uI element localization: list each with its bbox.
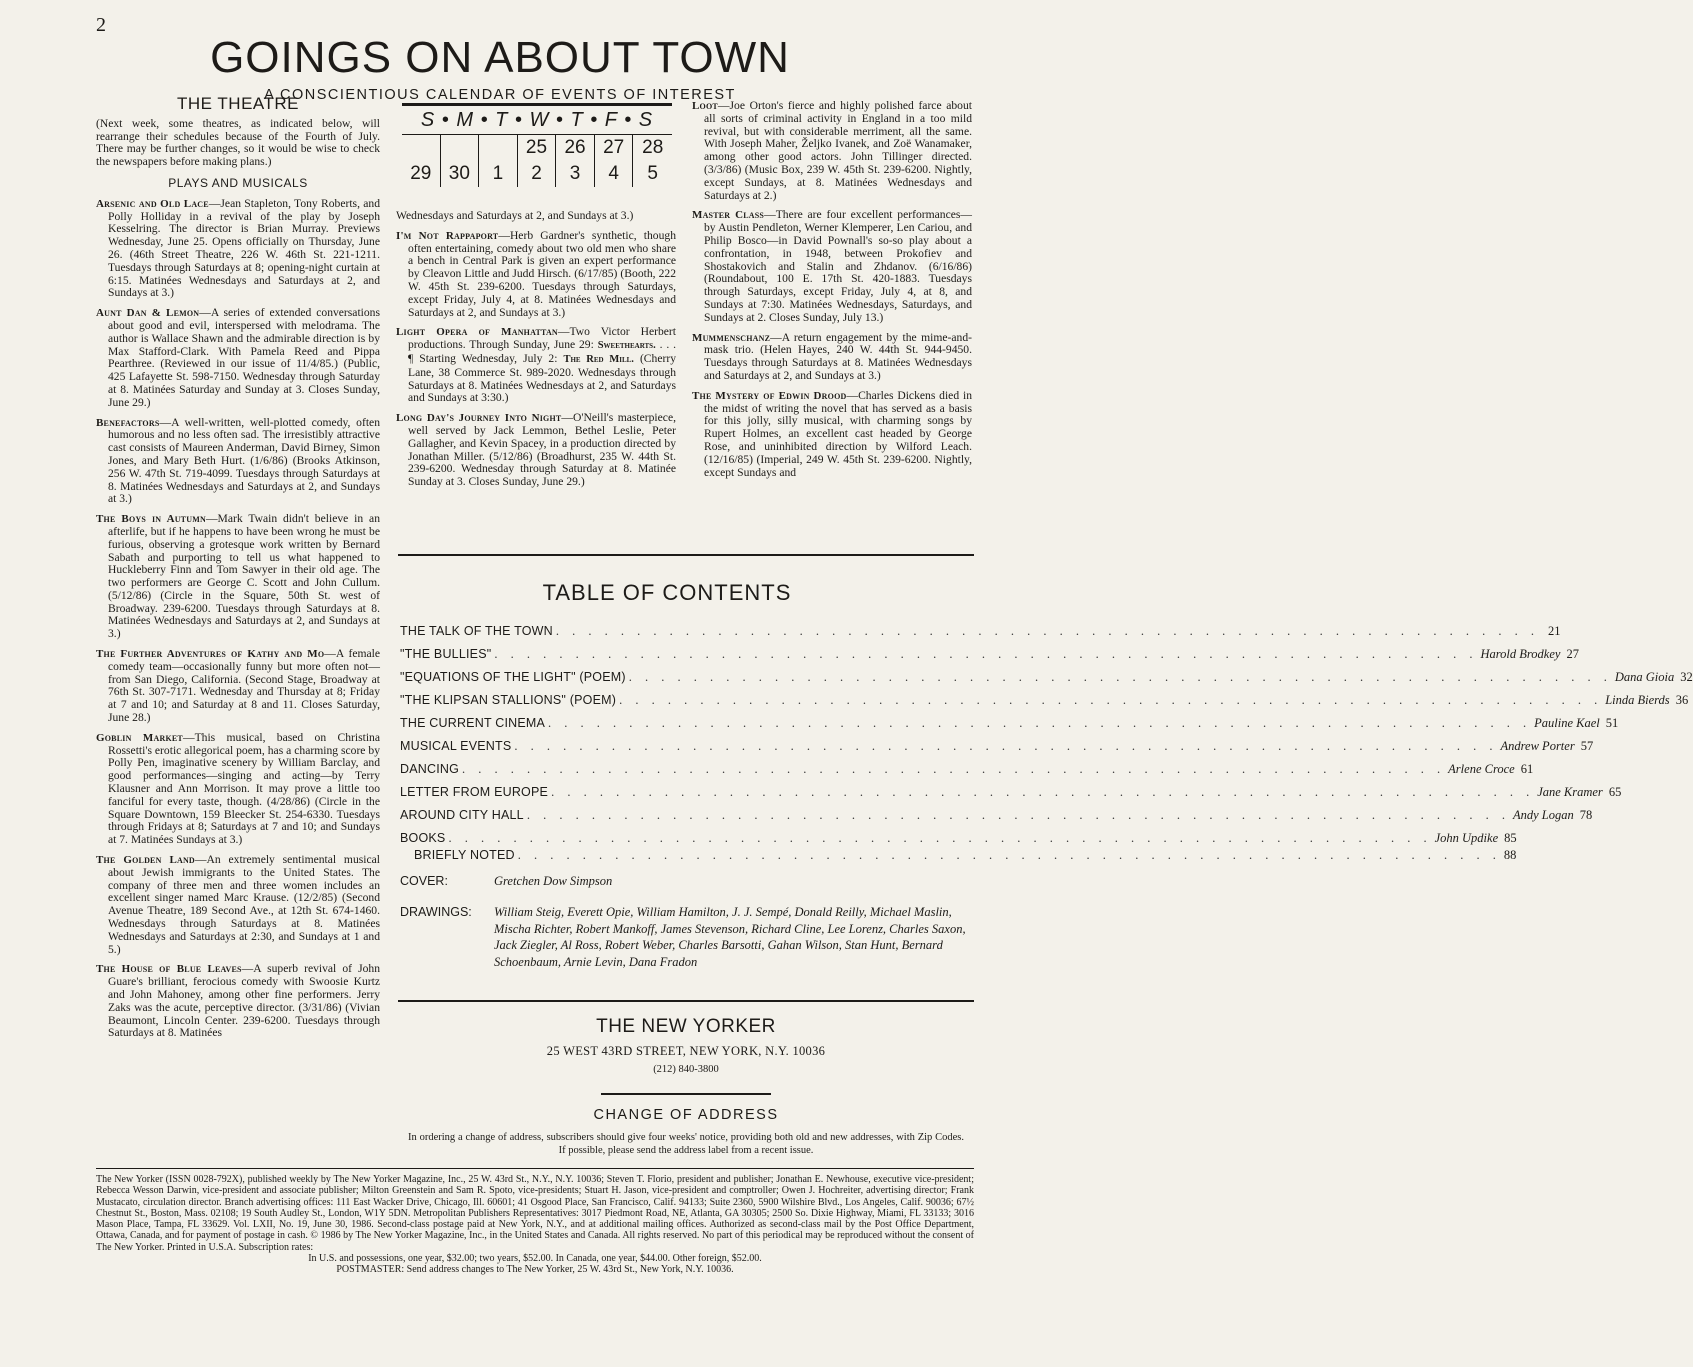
toc-leader: . . . . . . . . . . . . . . . . . . . . . . . . . . . . . . . . . . . . . . . . . . . . . . . . . . . . . . . . . . . . . <box>628 670 1612 684</box>
listing-text: —Jean Stapleton, Tony Roberts, and Polly Holliday in a revival of the play by Joseph Kesselring. The director is Brian Murray. Previews Wednesday, June 25. Opens officially on Thursday, June 26. (46th Street Theatre, 226 W. 46th St. 221-1211. Tuesdays through Saturdays at 8; opening-night curtain at 6:15. Matinées Wednesdays and Saturdays at 2, and Sundays at 3.) <box>108 196 380 300</box>
toc-item-page: 21 <box>1548 624 1561 638</box>
calendar-day <box>479 135 518 161</box>
listing-entry <box>396 326 676 405</box>
toc-item <box>400 647 1579 670</box>
calendar-day: 3 <box>556 161 595 187</box>
postmaster-notice: POSTMASTER: Send address changes to The New Yorker, 25 W. 43rd St., New York, N.Y. 10036. <box>336 1264 734 1276</box>
legal-notice <box>96 1174 974 1276</box>
page-number: 2 <box>96 14 106 36</box>
calendar-day: 28 <box>642 137 664 158</box>
toc-item-page: 65 <box>1608 785 1622 799</box>
theatre-intro: (Next week, some theatres, as indicated below, will rearrange their schedules because of the Fourth of July. There may be further changes, so it would be wise to check the newspapers before making plans.) <box>96 116 380 169</box>
section-rule <box>398 554 974 556</box>
calendar-day: 4 <box>595 161 634 187</box>
listing-text: —A female comedy team—occasionally funny but more often not—from San Diego, California. (Second Stage, Broadway at 76th St. 307-7171. Wednesday and Thursday at 8; Friday at 7 and 10; and Saturday at 8 and 11. Closes Saturday, June 28.) <box>108 647 380 725</box>
listing-title: Master Class <box>692 209 765 222</box>
listing-text: —Herb Gardner's synthetic, though often entertaining, comedy about two old men who share a bench in Central Park is given an expert performance by Cleavon Little and Judd Hirsch. (6/17/85) (Booth, 222 W. 45th St. 239-6200. Tuesdays through Saturdays, except Friday, July 4, at 8. Matinées Wednesdays and Saturdays at 2, and Sundays at 3.) <box>408 228 676 319</box>
toc-item-page: 32 <box>1680 670 1693 684</box>
calendar-day: 30 <box>441 161 480 187</box>
listing-title: The House of Blue Leaves <box>96 963 242 976</box>
publisher-block <box>398 1016 974 1157</box>
plays-heading: PLAYS AND MUSICALS <box>168 175 308 190</box>
toc-item-title: AROUND CITY HALL <box>400 808 524 822</box>
toc-item-page: 57 <box>1580 739 1594 753</box>
toc-leader: . . . . . . . . . . . . . . . . . . . . . . . . . . . . . . . . . . . . . . . . . . . . . . . . . . . . . . . . . . . . . <box>619 693 1603 707</box>
toc-item-page: 61 <box>1520 762 1534 776</box>
listing-title: The Golden Land <box>96 854 195 867</box>
toc-item-title: THE TALK OF THE TOWN <box>400 624 553 638</box>
drawings-credit <box>400 904 970 970</box>
toc-heading: TABLE OF CONTENTS <box>542 580 792 605</box>
toc-item-title: DANCING <box>400 762 460 776</box>
toc-item-page: 27 <box>1566 647 1579 661</box>
toc-item-title: BRIEFLY NOTED <box>414 848 515 862</box>
listing-text: —A series of extended conversations about good and evil, interspersed with melodrama. The author is Wallace Shawn and the admirable direction is by Max Stafford-Clark. With Pamela Reed and Pippa Pearthree. (Reviewed in our issue of 11/4/85.) (Public, 425 Lafayette St. 598-7150. Wednesday through Saturday at 8. Matinées Saturday and Sunday at 3. Closes Sunday, June 29.) <box>108 306 380 409</box>
toc-item-author: John Updike <box>1434 831 1499 845</box>
toc-item-author: Andy Logan <box>1512 808 1574 822</box>
toc-leader: . . . . . . . . . . . . . . . . . . . . . . . . . . . . . . . . . . . . . . . . . . . . . . . . . . . . . . . . . . . . . <box>551 785 1535 799</box>
toc-item-title: "THE KLIPSAN STALLIONS" (POEM) <box>400 693 617 707</box>
toc-item-author: Harold Brodkey <box>1480 647 1561 661</box>
section-rule <box>398 1000 974 1002</box>
listing-text: (Cherry Lane, 38 Commerce St. 989-2020. Wednesdays through Saturdays at 8. Matinées Wednesdays at 2, and Saturdays and Sundays at 3:30.) <box>408 351 676 405</box>
calendar-day: 27 <box>595 135 634 161</box>
listing-text: —Joe Orton's fierce and highly polished farce about all sorts of criminal activity in England in a too mild revival, but with considerable merriment, all the same. With Joseph Maher, Željko Ivanek, and Zoë Wanamaker, among other good actors. John Tillinger directed. (3/3/86) (Music Box, 239 W. 45th St. 239-6200. Nightly, except Sundays, at 8. Matinées Wednesdays and Saturdays at 2.) <box>704 99 972 202</box>
listing-title: Arsenic and Old Lace <box>96 197 209 210</box>
listing-title: Goblin Market <box>96 731 183 744</box>
subscription-rates: In U.S. and possessions, one year, $32.00; two years, $52.00. In Canada, one year, $44.00. Other foreign, $52.00. <box>308 1253 762 1265</box>
toc-leader: . . . . . . . . . . . . . . . . . . . . . . . . . . . . . . . . . . . . . . . . . . . . . . . . . . . . . . . . . . . . . <box>462 762 1446 776</box>
toc-item-page: 85 <box>1504 831 1517 845</box>
toc-item <box>400 716 1619 739</box>
toc-item-title: "EQUATIONS OF THE LIGHT" (POEM) <box>400 670 626 684</box>
toc-leader: . . . . . . . . . . . . . . . . . . . . . . . . . . . . . . . . . . . . . . . . . . . . . . . . . . . . . . . . . . . . . <box>555 624 1539 638</box>
toc-item-title: BOOKS <box>400 831 446 845</box>
listing-text: —There are four excellent performances—by Austin Pendleton, Werner Klemperer, Len Cariou, and Philip Bosco—in David Pownall's so-so play about a confrontation, in 1948, between Prokofiev and Shostakovich and Stalin and Zhdanov. (6/16/86) (Roundabout, 100 E. 17th St. 420-1883. Tuesdays through Saturdays, except Friday, July 4, at 8, and Sundays at 7:30. Matinées Wednesdays, Saturdays, and Sundays at 2. Closes Sunday, July 13.) <box>704 208 972 324</box>
toc-leader: . . . . . . . . . . . . . . . . . . . . . . . . . . . . . . . . . . . . . . . . . . . . . . . . . . . . . . . . . . . . . <box>517 848 1501 862</box>
listing-entry <box>96 854 380 956</box>
listing-entry <box>692 332 972 383</box>
drawings-label: DRAWINGS: <box>400 905 472 919</box>
listing-entry <box>96 198 380 300</box>
masthead-subtitle: A CONSCIENTIOUS CALENDAR OF EVENTS OF INTEREST <box>264 87 736 103</box>
listing-entry <box>96 307 380 409</box>
toc-item-page: 36 <box>1675 693 1689 707</box>
listing-text: —A superb revival of John Guare's brilliant, ferocious comedy with Swoosie Kurtz and John Mahoney, among other fine performers. Jerry Zaks was the acute, perceptive director. (3/31/86) (Vivian Beaumont, Lincoln Center. 239-6200. Tuesdays through Saturdays at 8. Matinées <box>108 962 380 1040</box>
calendar-day <box>402 135 441 161</box>
toc-item-author: Arlene Croce <box>1448 762 1515 776</box>
calendar-day: 1 <box>479 161 518 187</box>
publisher-phone: (212) 840-3800 <box>653 1064 719 1075</box>
change-of-address-heading: CHANGE OF ADDRESS <box>593 1107 779 1123</box>
listing-text: —This musical, based on Christina Rossetti's erotic allegorical poem, has a charming score by Polly Pen, imaginative scenery by William Barclay, and good performances—singing and acting—by Terry Klausner and Ann Morrison. It may prove a little too fanciful for every taste, though. (4/28/86) (Circle in the Square Downtown, 159 Bleecker St. 254-6330. Tuesdays through Fridays at 8; Saturdays at 7 and 10; and Sundays at 7. Matinées Sundays at 3.) <box>108 730 380 847</box>
change-of-address-text: In ordering a change of address, subscribers should give four weeks' notice, providing both old and new addresses, with Zip Codes. If possible, please send the address label from a recent issue. <box>408 1132 964 1156</box>
toc-item-author: Andrew Porter <box>1500 739 1575 753</box>
toc-item-title: "THE BULLIES" <box>400 647 492 661</box>
short-rule <box>601 1093 771 1095</box>
calendar-day <box>441 135 480 161</box>
toc-item-author: Pauline Kael <box>1534 716 1600 730</box>
listing-title: Long Day's Journey Into Night <box>396 412 562 425</box>
cover-label: COVER: <box>400 874 448 888</box>
listing-entry <box>692 390 972 480</box>
cover-artist: Gretchen Dow Simpson <box>494 874 613 888</box>
listing-subtitle: Sweethearts. <box>597 340 656 352</box>
calendar-day: 2 <box>518 161 557 187</box>
toc-item <box>400 693 1689 716</box>
listing-text: —O'Neill's masterpiece, well served by Jack Lemmon, Bethel Leslie, Peter Gallagher, and Kevin Spacey, in a production directed by Jonathan Miller. (5/12/86) (Broadhurst, 235 W. 44th St. 239-6200. Wednesday through Saturday at 8. Matinée Sunday at 3. Closes Sunday, June 29.) <box>408 411 676 489</box>
publisher-name: THE NEW YORKER <box>596 1016 776 1037</box>
toc-item <box>400 624 1561 647</box>
calendar-grid <box>402 135 672 187</box>
listing-text: —Two Victor Herbert productions. Through Sunday, June 29: <box>408 325 677 352</box>
toc-item-page: 88 <box>1503 848 1517 862</box>
toc-item-author: Jane Kramer <box>1537 785 1603 799</box>
toc-subitem <box>400 848 1517 864</box>
theatre-heading: THE THEATRE <box>177 94 299 113</box>
listing-title: Benefactors <box>96 416 160 429</box>
calendar-day: 26 <box>556 135 595 161</box>
listing-title: Light Opera of Manhattan <box>396 326 558 339</box>
toc-item-title: MUSICAL EVENTS <box>400 739 512 753</box>
toc-item-title: LETTER FROM EUROPE <box>400 785 549 799</box>
cover-credit <box>400 874 970 889</box>
toc-leader: . . . . . . . . . . . . . . . . . . . . . . . . . . . . . . . . . . . . . . . . . . . . . . . . . . . . . . . . . . . . . <box>494 647 1478 661</box>
toc-leader: . . . . . . . . . . . . . . . . . . . . . . . . . . . . . . . . . . . . . . . . . . . . . . . . . . . . . . . . . . . . . <box>514 739 1498 753</box>
footer-rule <box>96 1168 974 1169</box>
calendar-day: 29 <box>402 161 441 187</box>
calendar-day: 25 <box>518 135 557 161</box>
listing-entry <box>96 963 380 1040</box>
toc-item <box>400 785 1622 808</box>
listing-entry <box>96 732 380 847</box>
listing-title: The Mystery of Edwin Drood <box>692 389 847 402</box>
toc-leader: . . . . . . . . . . . . . . . . . . . . . . . . . . . . . . . . . . . . . . . . . . . . . . . . . . . . . . . . . . . . . <box>526 808 1510 822</box>
listing-subtitle: The Red Mill. <box>563 353 634 365</box>
listing-text: . . . ¶ Starting Wednesday, July 2: <box>408 338 676 365</box>
listing-title: I'm Not Rappaport <box>396 229 499 242</box>
drawings-artists: William Steig, Everett Opie, William Hamilton, J. J. Sempé, Donald Reilly, Michael Maslin, Mischa Richter, Robert Mankoff, James Stevenson, Richard Cline, Lee Lorenz, Charles Saxon, Jack Ziegler, Al Ross, Robert Weber, Charles Barsotti, Gahan Wilson, Stan Hunt, Bernard Schoenbaum, Arnie Levin, Dana Fradon <box>494 905 966 969</box>
masthead <box>96 30 904 103</box>
listing-entry <box>692 209 972 324</box>
toc-item <box>400 762 1534 785</box>
toc-item <box>400 739 1594 762</box>
listing-text: —Charles Dickens died in the midst of writing the novel that has served as a basis for this jolly, silly musical, with charming songs by Rupert Holmes, an excellent cast headed by George Rose, and uninhibited direction by Wilford Leach. (12/16/85) (Imperial, 249 W. 45th St. 239-6200. Nightly, except Sundays and <box>704 388 972 479</box>
calendar-weekday-header: S • M • T • W • T • F • S <box>402 106 672 135</box>
listing-title: Mummenschanz <box>692 331 771 344</box>
toc-item <box>400 808 1593 831</box>
listing-entry <box>396 230 676 320</box>
theatre-column-3 <box>692 100 972 486</box>
legal-main-text: The New Yorker (ISSN 0028-792X), published weekly by The New Yorker Magazine, Inc., 25 W. 43rd St., N.Y., N.Y. 10036; Steven T. Florio, president and publisher; Jonathan E. Newhouse, executive vice-president; Rebecca Wesson Darwin, vice-president and associate publisher; Milton Greenstein and Sam R. Spoto, vice-presidents; Stuart H. Jason, vice-president and comptroller; Owen J. Hochreiter, advertising director; Frank Mustacato, circulation director. Branch advertising offices: 111 East Wacker Drive, Chicago, Ill. 60601; 41 Osgood Place, San Francisco, Calif. 94133; Suite 2360, 5900 Wilshire Blvd., Los Angeles, Calif. 90036; 67½ Chestnut St., Boston, Mass. 02108; 19 South Audley St., London, W1Y 5DN. Metropolitan Publishers Representatives: 3017 Piedmont Road, NE, Atlanta, GA 30305; 2500 So. Dixie Highway, Miami, FL 33133; 3016 Mason Place, Tampa, FL 33629. Vol. LXII, No. 19, June 30, 1986. Second-class postage paid at New York, N.Y., and at additional mailing offices. Authorized as second-class mail by the Post Office Department, Ottawa, Canada, and for payment of postage in cash. © 1986 by The New Yorker Magazine, Inc., in the United States and Canada. All rights reserved. No part of this periodical may be reproduced without the consent of The New Yorker. Printed in U.S.A. Subscription rates: <box>96 1174 974 1253</box>
calendar-day: 5 <box>647 163 658 184</box>
listing-title: Aunt Dan & Lemon <box>96 307 200 320</box>
listing-entry <box>396 412 676 489</box>
listing-text: —A return engagement by the mime-and-mask trio. (Helen Hayes, 240 W. 44th St. 944-9450. Tuesdays through Saturdays at 8. Matinées Wednesdays and Saturdays at 2, and Sundays at 3.) <box>704 330 972 382</box>
theatre-column <box>96 94 381 1047</box>
theatre-column-2 <box>396 210 676 496</box>
listing-title: Loot <box>692 100 718 112</box>
listing-title: The Boys in Autumn <box>96 513 206 526</box>
toc-item-page: 78 <box>1579 808 1593 822</box>
toc-leader: . . . . . . . . . . . . . . . . . . . . . . . . . . . . . . . . . . . . . . . . . . . . . . . . . . . . . . . . . . . . . <box>548 716 1532 730</box>
toc-item-author: Dana Gioia <box>1614 670 1675 684</box>
week-calendar <box>402 103 672 187</box>
listing-entry <box>96 417 380 507</box>
listing-continuation: Wednesdays and Saturdays at 2, and Sundays at 3.) <box>396 209 634 222</box>
listing-text: —Mark Twain didn't believe in an afterlife, but if he happens to have been wrong he must be furious, observing a grotesque work written by Bernard Sabath and purporting to tell us what happened to Huckleberry Finn and Tom Sawyer in their old age. The two performers are George C. Scott and John Cullum. (5/12/86) (Circle in the Square, 50th St. west of Broadway. 239-6200. Tuesdays through Saturdays at 8. Matinées Wednesdays and Saturdays at 2, and Sundays at 3.) <box>108 512 381 641</box>
toc-leader: . . . . . . . . . . . . . . . . . . . . . . . . . . . . . . . . . . . . . . . . . . . . . . . . . . . . . . . . . . . . . <box>448 831 1432 845</box>
listing-title: The Further Adventures of Kathy and Mo <box>96 648 325 661</box>
listing-entry <box>96 648 380 725</box>
listing-entry <box>96 513 380 641</box>
toc-item-title: THE CURRENT CINEMA <box>400 716 546 730</box>
table-of-contents <box>400 580 1693 864</box>
masthead-title: GOINGS ON ABOUT TOWN <box>210 33 790 82</box>
publisher-address: 25 WEST 43RD STREET, NEW YORK, N.Y. 10036 <box>546 1044 826 1058</box>
listing-entry <box>692 100 972 202</box>
toc-item-page: 51 <box>1605 716 1619 730</box>
toc-item-author: Linda Bierds <box>1605 693 1670 707</box>
listing-text: —An extremely sentimental musical about Jewish immigrants to the United States. The company of three men and three women includes an excellent singer named Marc Krause. (12/2/85) (Second Avenue Theatre, 189 Second Ave., at 12th St. 674-1460. Wednesdays through Saturdays at 8. Matinées Wednesdays and Saturdays at 2:30, and Sundays at 1 and 5.) <box>108 853 380 956</box>
toc-item <box>400 670 1693 693</box>
listing-text: —A well-written, well-plotted comedy, often humorous and no less often sad. The irresistibly attractive cast consists of Maureen Anderman, David Birney, Simon Jones, and Mary Beth Hurt. (1/6/86) (Brooks Atkinson, 256 W. 47th St. 719-4099. Tuesdays through Saturdays at 8. Matinées Wednesdays and Saturdays at 2, and Sundays at 3.) <box>108 415 380 506</box>
